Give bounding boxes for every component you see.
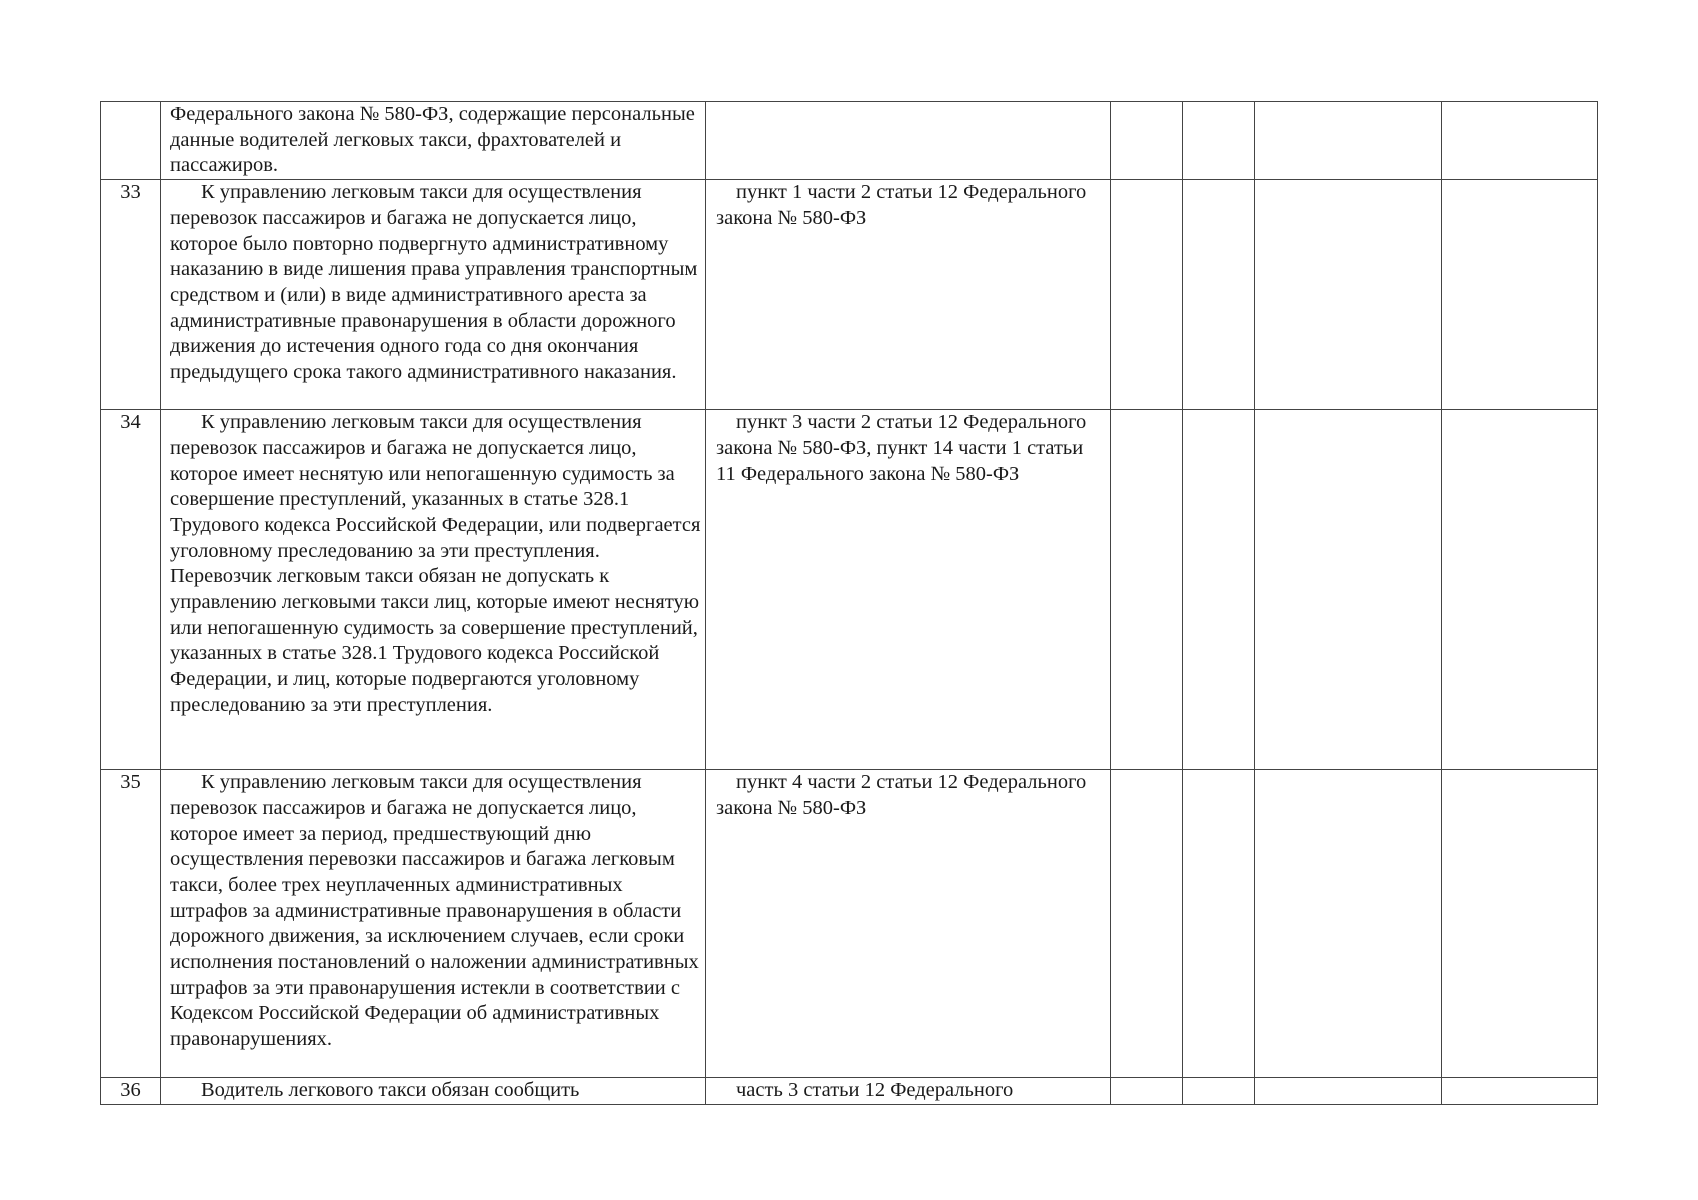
reference-cell: [706, 770, 1111, 1078]
table-row: [101, 410, 1598, 770]
empty-cell: [1111, 180, 1183, 410]
empty-cell: [1255, 410, 1442, 770]
table-row: [101, 102, 1598, 180]
empty-cell: [1442, 770, 1598, 1078]
requirement-text: К управлению легковым такси для осуществления перевозок пассажиров и багажа не допускается лицо, которое имеет за период, предшествующий дню осуществления перевозки пассажиров и багажа легковым такси, более трех неуплаченных административных штрафов за административные правонарушения в области дорожного движения, за исключением случаев, если сроки исполнения постановлений о наложении административных штрафов за эти правонарушения истекли в соответствии с Кодексом Российской Федерации об административных правонарушениях.: [170, 771, 699, 1051]
requirement-text: К управлению легковым такси для осуществления перевозок пассажиров и багажа не допускается лицо, которое было повторно подвергнуто административному наказанию в виде лишения права управления транспортным средством и (или) в виде административного ареста за административные правонарушения в области дорожного движения до истечения одного года со дня окончания предыдущего срока такого административного наказания.: [170, 181, 698, 384]
requirement-cell: [161, 102, 706, 180]
empty-cell: [1442, 102, 1598, 180]
empty-cell: [1183, 770, 1255, 1078]
requirement-text: К управлению легковым такси для осуществления перевозок пассажиров и багажа не допускается лицо, которое имеет неснятую или непогашенную судимость за совершение преступлений, указанных в статье 328.1 Трудового кодекса Российской Федерации, или подвергается уголовному преследованию за эти преступления. Перевозчик легковым такси обязан не допускать к управлению легковыми такси лиц, которые имеют неснятую или непогашенную судимость за совершение преступлений, указанных в статье 328.1 Трудового кодекса Российской Федерации, и лиц, которые подвергаются уголовному преследованию за эти преступления.: [170, 411, 701, 716]
reference-text: пункт 4 части 2 статьи 12 Федерального закона № 580-ФЗ: [716, 771, 1087, 819]
empty-cell: [1183, 102, 1255, 180]
reference-cell: [706, 410, 1111, 770]
row-number: 36: [101, 1078, 161, 1105]
table-row: [101, 1078, 1598, 1105]
empty-cell: [1111, 102, 1183, 180]
empty-cell: [1442, 1078, 1598, 1105]
reference-cell: [706, 180, 1111, 410]
row-number: 34: [101, 410, 161, 770]
empty-cell: [1442, 180, 1598, 410]
empty-cell: [1183, 1078, 1255, 1105]
requirement-cell: [161, 410, 706, 770]
empty-cell: [1111, 770, 1183, 1078]
requirement-cell: [161, 770, 706, 1078]
reference-text: часть 3 статьи 12 Федерального: [736, 1079, 1014, 1102]
row-number: [101, 102, 161, 180]
requirement-text: Федерального закона № 580-ФЗ, содержащие персональные данные водителей легковых такси, фрахтователей и пассажиров.: [170, 103, 695, 177]
empty-cell: [1111, 1078, 1183, 1105]
reference-cell: [706, 102, 1111, 180]
empty-cell: [1255, 180, 1442, 410]
table-row: [101, 770, 1598, 1078]
empty-cell: [1183, 410, 1255, 770]
row-number: 35: [101, 770, 161, 1078]
reference-text: пункт 1 части 2 статьи 12 Федерального закона № 580-ФЗ: [716, 181, 1087, 229]
empty-cell: [1111, 410, 1183, 770]
requirement-text: Водитель легкового такси обязан сообщить: [201, 1079, 580, 1102]
empty-cell: [1442, 410, 1598, 770]
empty-cell: [1183, 180, 1255, 410]
reference-text: пункт 3 части 2 статьи 12 Федерального закона № 580-ФЗ, пункт 14 части 1 статьи 11 Федерального закона № 580-ФЗ: [716, 411, 1087, 485]
empty-cell: [1255, 1078, 1442, 1105]
requirement-cell: [161, 180, 706, 410]
reference-cell: [706, 1078, 1111, 1105]
empty-cell: [1255, 770, 1442, 1078]
table-row: [101, 180, 1598, 410]
requirements-table: [100, 101, 1598, 1105]
row-number: 33: [101, 180, 161, 410]
empty-cell: [1255, 102, 1442, 180]
requirement-cell: [161, 1078, 706, 1105]
